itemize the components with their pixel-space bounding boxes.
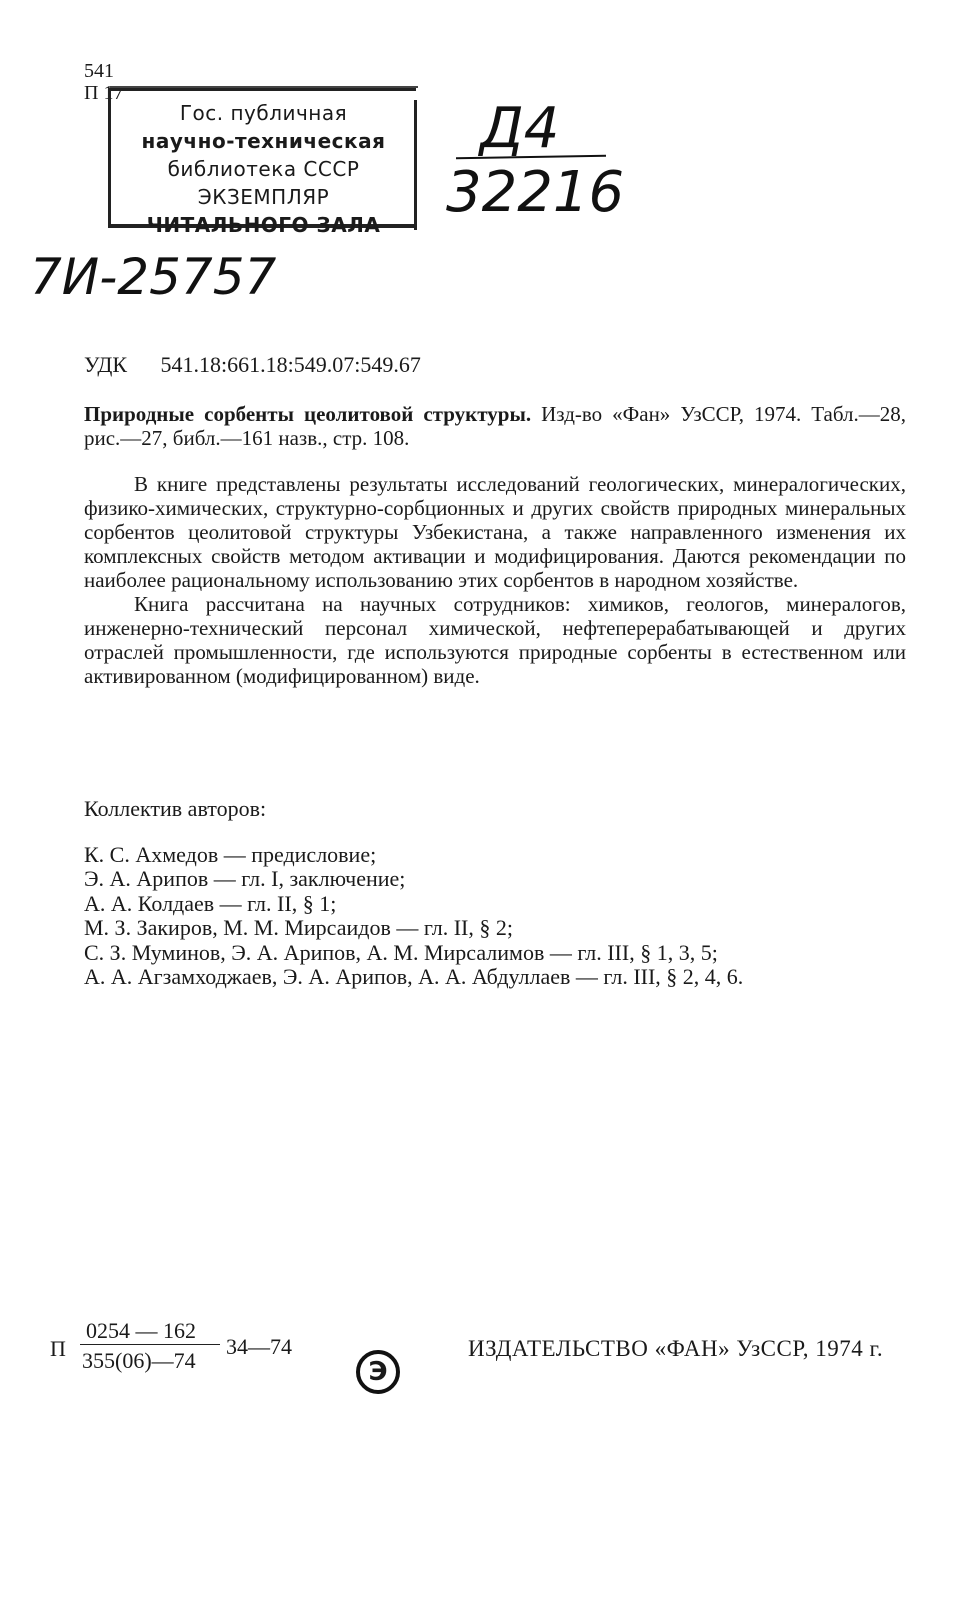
- stamp-line-1: Гос. публичная: [179, 101, 348, 125]
- handwritten-inventory-number: 7И-25757: [30, 248, 277, 306]
- bibliographic-details: Изд-во «Фан» УзССР, 1974. Табл.—28, рис.—27, библ.—161 назв., стр. 108.: [84, 402, 906, 450]
- library-stamp: [108, 88, 416, 237]
- stamp-right-rule: [414, 100, 417, 230]
- handwritten-shelfmark-top: Д4: [480, 96, 560, 161]
- author-entry: А. А. Колдаев — гл. II, § 1;: [84, 890, 337, 916]
- stamp-top-rule: [110, 86, 418, 88]
- author-entry: К. С. Ахмедов — предисловие;: [84, 842, 377, 867]
- author-entry: С. З. Муминов, Э. А. Арипов, А. М. Мирсалимов — гл. III, § 1, 3, 5;: [84, 939, 718, 965]
- udk-label: УДК: [84, 352, 128, 377]
- abstract: [84, 472, 906, 688]
- imprint-suffix: 34—74: [226, 1334, 292, 1359]
- stamp-line-4: ЭКЗЕМПЛЯР: [197, 185, 330, 209]
- abstract-paragraph-2: Книга рассчитана на научных сотрудников: химиков, геологов, минералогов, инженерно-технический персонал химической, нефтеперерабатывающей и других отраслей промышленности, где используются природные сорбенты в естественном или активированном (модифицированном) виде.: [84, 592, 906, 688]
- call-number-line2: П 17: [84, 82, 124, 104]
- stamp-line-2: научно-техническая: [141, 129, 386, 153]
- authors-heading: Коллектив авторов:: [84, 796, 267, 821]
- authors-list: [84, 843, 743, 989]
- stamp-line-5: ЧИТАЛЬНОГО ЗАЛА: [146, 213, 381, 237]
- call-number-line1: 541: [84, 60, 114, 82]
- imprint-fraction-line: [80, 1344, 220, 1345]
- author-entry: М. З. Закиров, М. М. Мирсаидов — гл. II, § 2;: [84, 915, 513, 941]
- udk-line: [84, 352, 421, 378]
- imprint-denominator: 355(06)—74: [82, 1348, 196, 1373]
- bibliographic-description: [84, 402, 906, 450]
- stamp-line-3: библиотека СССР: [167, 157, 360, 181]
- book-title: Природные сорбенты цеолитовой структуры.: [84, 402, 532, 426]
- udk-value: 541.18:661.18:549.07:549.67: [160, 352, 421, 377]
- handwritten-shelfmark-bottom: 32216: [446, 160, 625, 225]
- abstract-paragraph-1: В книге представлены результаты исследований геологических, минералогических, физико-химических, структурно-сорбционных и других свойств природных минеральных сорбентов цеолитовой структуры Узбекистана, а также направленного изменения их комплексных свойств методом активации и модифицирования. Даются рекомендации по наиболее рациональному использованию этих сорбентов в народном хозяйстве.: [84, 472, 906, 592]
- publisher-line: ИЗДАТЕЛЬСТВО «ФАН» УзССР, 1974 г.: [468, 1336, 884, 1361]
- copyright-icon: Э: [356, 1350, 400, 1394]
- author-entry: Э. А. Арипов — гл. I, заключение;: [84, 866, 406, 892]
- author-entry: А. А. Агзамходжаев, Э. А. Арипов, А. А. Абдуллаев — гл. III, § 2, 4, 6.: [84, 964, 744, 990]
- imprint-letter: П: [50, 1336, 66, 1361]
- imprint-numerator: 0254 — 162: [86, 1318, 196, 1343]
